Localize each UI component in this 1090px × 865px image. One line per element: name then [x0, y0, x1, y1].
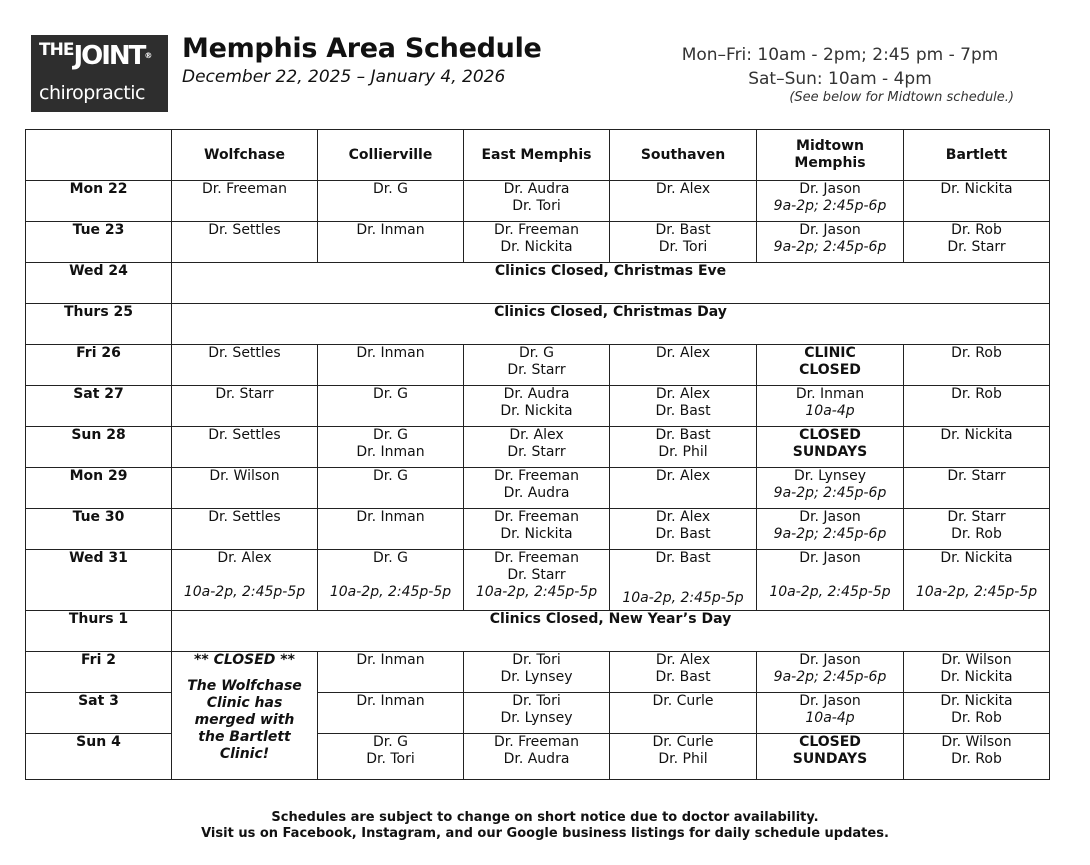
header-row — [26, 130, 1050, 181]
day-label: Fri 26 — [26, 345, 172, 386]
cell: Dr. Audra Dr. Tori — [464, 181, 610, 222]
day-label: Fri 2 — [26, 652, 172, 693]
day-label: Mon 22 — [26, 181, 172, 222]
cell: Dr. G — [318, 181, 464, 222]
cell: Dr. Alex Dr. Starr — [464, 427, 610, 468]
closed-banner: Clinics Closed, Christmas Eve — [172, 263, 1050, 304]
cell: Dr. Bast Dr. Tori — [610, 222, 757, 263]
closed-banner: Clinics Closed, New Year’s Day — [172, 611, 1050, 652]
hours-block — [670, 43, 1014, 105]
hours-weekday: Mon–Fri: 10am - 2pm; 2:45 pm - 7pm — [681, 45, 999, 65]
cell: Dr. Inman — [318, 652, 464, 693]
logo — [31, 35, 168, 112]
day-label: Wed 31 — [26, 550, 172, 611]
cell: Dr. G Dr. Starr — [464, 345, 610, 386]
cell: Dr. Lynsey 9a-2p; 2:45p-6p — [757, 468, 904, 509]
footer-line-2: Visit us on Facebook, Instagram, and our Google business listings for daily schedule updates. — [201, 826, 889, 841]
cell: Dr. Freeman — [172, 181, 318, 222]
day-label: Tue 30 — [26, 509, 172, 550]
cell: Dr. Alex — [610, 181, 757, 222]
cell: Dr. Freeman Dr. Audra — [464, 734, 610, 780]
midtown-note: (See below for Midtown schedule.) — [789, 90, 1014, 105]
cell: Dr. Jason 10a-4p — [757, 693, 904, 734]
cell: Dr. Inman — [318, 345, 464, 386]
cell: Dr. Settles — [172, 509, 318, 550]
cell: Dr. Nickita — [904, 181, 1050, 222]
cell: Dr. G 10a-2p, 2:45p-5p — [318, 550, 464, 611]
schedule-table — [25, 129, 1050, 780]
col-bartlett: Bartlett — [904, 130, 1050, 181]
wolfchase-closed-label: ** CLOSED ** — [194, 652, 295, 668]
cell: Dr. Alex Dr. Bast — [610, 509, 757, 550]
cell: Dr. Nickita 10a-2p, 2:45p-5p — [904, 550, 1050, 611]
cell: Dr. Jason 9a-2p; 2:45p-6p — [757, 652, 904, 693]
cell: Dr. Jason 10a-2p, 2:45p-5p — [757, 550, 904, 611]
cell: CLOSED SUNDAYS — [757, 734, 904, 780]
cell: Dr. Jason 9a-2p; 2:45p-6p — [757, 509, 904, 550]
page-title: Memphis Area Schedule — [182, 33, 542, 64]
cell: Dr. Wilson — [172, 468, 318, 509]
table-row — [26, 181, 1050, 222]
cell: Dr. Tori Dr. Lynsey — [464, 652, 610, 693]
cell: Dr. Rob — [904, 386, 1050, 427]
cell: Dr. Starr Dr. Rob — [904, 509, 1050, 550]
table-row — [26, 222, 1050, 263]
cell: Dr. Tori Dr. Lynsey — [464, 693, 610, 734]
hours-weekend: Sat–Sun: 10am - 4pm — [748, 69, 932, 89]
cell: Dr. Starr — [904, 468, 1050, 509]
cell: Dr. Wilson Dr. Rob — [904, 734, 1050, 780]
day-label: Thurs 25 — [26, 304, 172, 345]
col-east-memphis: East Memphis — [464, 130, 610, 181]
cell: Dr. Bast Dr. Phil — [610, 427, 757, 468]
cell: Dr. Alex — [610, 468, 757, 509]
date-range: December 22, 2025 – January 4, 2026 — [182, 67, 506, 87]
wolfchase-closed-note — [172, 652, 318, 780]
corner-cell — [26, 130, 172, 181]
cell: CLINIC CLOSED — [757, 345, 904, 386]
day-label: Thurs 1 — [26, 611, 172, 652]
cell: Dr. Freeman Dr. Starr 10a-2p, 2:45p-5p — [464, 550, 610, 611]
day-label: Sun 28 — [26, 427, 172, 468]
cell: Dr. Freeman Dr. Nickita — [464, 509, 610, 550]
wolfchase-merge-text: The Wolfchase Clinic has merged with the Bartlett Clinic! — [187, 678, 302, 762]
cell: Dr. Starr — [172, 386, 318, 427]
table-row — [26, 652, 1050, 693]
cell: Dr. Wilson Dr. Nickita — [904, 652, 1050, 693]
cell: Dr. Inman — [318, 693, 464, 734]
day-label: Tue 23 — [26, 222, 172, 263]
cell: Dr. G Dr. Tori — [318, 734, 464, 780]
cell: Dr. G Dr. Inman — [318, 427, 464, 468]
cell: Dr. Freeman Dr. Audra — [464, 468, 610, 509]
col-southaven: Southaven — [610, 130, 757, 181]
cell: CLOSED SUNDAYS — [757, 427, 904, 468]
cell: Dr. G — [318, 468, 464, 509]
cell: Dr. Jason 9a-2p; 2:45p-6p — [757, 222, 904, 263]
table-row — [26, 468, 1050, 509]
logo-subtitle: chiropractic — [39, 82, 145, 104]
cell: Dr. Jason 9a-2p; 2:45p-6p — [757, 181, 904, 222]
table-row — [26, 550, 1050, 611]
cell: Dr. Settles — [172, 427, 318, 468]
table-row — [26, 386, 1050, 427]
closed-banner: Clinics Closed, Christmas Day — [172, 304, 1050, 345]
table-row — [26, 263, 1050, 304]
logo-wordmark: $^{THE}$JOINT® — [39, 40, 153, 71]
table-row — [26, 427, 1050, 468]
day-label: Sat 3 — [26, 693, 172, 734]
cell: Dr. Settles — [172, 345, 318, 386]
cell: Dr. Alex 10a-2p, 2:45p-5p — [172, 550, 318, 611]
cell: Dr. Curle — [610, 693, 757, 734]
cell: Dr. Alex — [610, 345, 757, 386]
cell: Dr. Freeman Dr. Nickita — [464, 222, 610, 263]
cell: Dr. Rob Dr. Starr — [904, 222, 1050, 263]
footer — [0, 810, 1090, 842]
cell: Dr. Inman — [318, 222, 464, 263]
table-row — [26, 345, 1050, 386]
col-midtown-memphis: Midtown Memphis — [757, 130, 904, 181]
cell: Dr. Inman 10a-4p — [757, 386, 904, 427]
footer-line-1: Schedules are subject to change on short notice due to doctor availability. — [271, 810, 819, 825]
cell: Dr. Curle Dr. Phil — [610, 734, 757, 780]
cell: Dr. Alex Dr. Bast — [610, 652, 757, 693]
day-label: Sat 27 — [26, 386, 172, 427]
cell: Dr. Settles — [172, 222, 318, 263]
day-label: Wed 24 — [26, 263, 172, 304]
cell: Dr. Bast 10a-2p, 2:45p-5p — [610, 550, 757, 611]
col-wolfchase: Wolfchase — [172, 130, 318, 181]
day-label: Sun 4 — [26, 734, 172, 780]
table-row — [26, 304, 1050, 345]
cell: Dr. G — [318, 386, 464, 427]
cell: Dr. Alex Dr. Bast — [610, 386, 757, 427]
cell: Dr. Audra Dr. Nickita — [464, 386, 610, 427]
cell: Dr. Inman — [318, 509, 464, 550]
table-row — [26, 611, 1050, 652]
col-collierville: Collierville — [318, 130, 464, 181]
cell: Dr. Nickita — [904, 427, 1050, 468]
day-label: Mon 29 — [26, 468, 172, 509]
cell: Dr. Rob — [904, 345, 1050, 386]
cell: Dr. Nickita Dr. Rob — [904, 693, 1050, 734]
table-row — [26, 509, 1050, 550]
